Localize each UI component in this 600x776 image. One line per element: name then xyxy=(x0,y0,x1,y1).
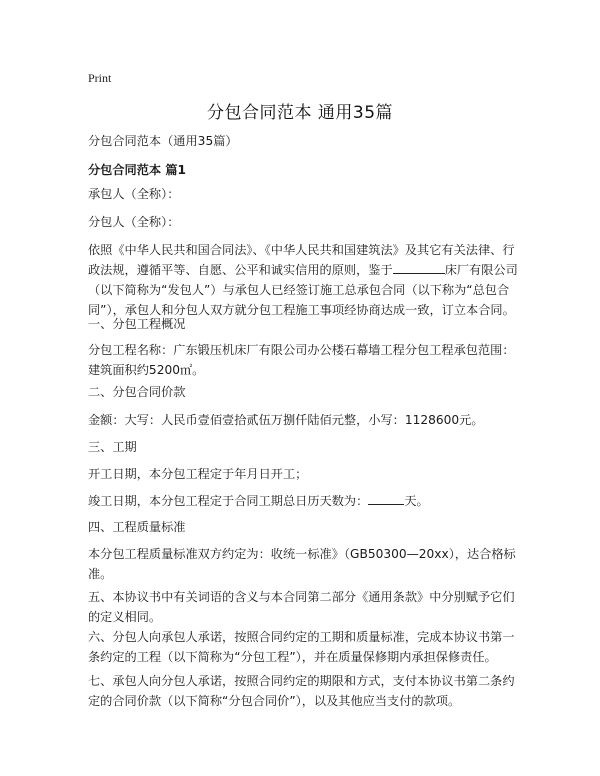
heading-2-body: 金额：大写：人民币壹佰壹拾贰伍万捌仟陆佰元整，小写：1128600元。 xyxy=(88,413,484,427)
intro-text-b: 床厂有限公司（以下简称为“发包人”）与承包人已经签订施工总承包合同（以下称为“总包合同”），承包人和分包人双方就分包工程施工事项经协商达成一致，订立本合同。 xyxy=(88,263,518,317)
heading-4: 四、工程质量标准 xyxy=(88,520,186,534)
heading-4-body: 本分包工程质量标准双方约定为：收统一标准》（GB50300—20xx），达合格标准。 xyxy=(88,547,516,581)
intro-paragraph xyxy=(88,240,518,320)
paragraph-6: 六、分包人向承包人承诺，按照合同约定的工期和质量标准，完成本协议书第一条约定的工程（以下简称为“分包工程”），并在质量保修期内承担保修责任。 xyxy=(88,630,515,664)
print-label[interactable]: Print xyxy=(88,71,112,85)
heading-2: 二、分包合同价款 xyxy=(88,385,186,399)
blank-field xyxy=(393,261,445,274)
end-date-line xyxy=(88,491,518,511)
heading-3: 三、工期 xyxy=(88,440,137,454)
heading-1-body: 分包工程名称：广东锻压机床厂有限公司办公楼石幕墙工程分包工程承包范围：建筑面积约5200㎡。 xyxy=(88,343,515,377)
subcontractor-line: 分包人（全称）： xyxy=(88,215,180,229)
heading-1: 一、分包工程概况 xyxy=(88,317,186,331)
contractor-line: 承包人（全称）： xyxy=(88,187,180,201)
intro-text-a: 依照《中华人民共和国合同法》、《中华人民共和国建筑法》及其它有关法律、行政法规，遵循平等、自愿、公平和诚实信用的原则，鉴于 xyxy=(88,243,515,277)
end-date-text-a: 竣工日期，本分包工程定于合同工期总日历天数为： xyxy=(88,494,369,508)
end-date-text-b: 天。 xyxy=(404,494,429,508)
start-date-line: 开工日期，本分包工程定于年月日开工； xyxy=(88,467,308,481)
days-blank xyxy=(368,492,404,505)
document-title: 分包合同范本 通用35篇 xyxy=(206,103,394,123)
paragraph-7: 七、承包人向分包人承诺，按照合同约定的期限和方式，支付本协议书第二条约定的合同价款（以下简称“分包合同价”），以及其他应当支付的款项。 xyxy=(88,674,515,708)
paragraph-5: 五、本协议书中有关词语的含义与本合同第二部分《通用条款》中分别赋予它们的定义相同。 xyxy=(88,590,515,624)
section-title: 分包合同范本 篇1 xyxy=(88,163,187,177)
document-subtitle: 分包合同范本（通用35篇） xyxy=(88,134,238,148)
